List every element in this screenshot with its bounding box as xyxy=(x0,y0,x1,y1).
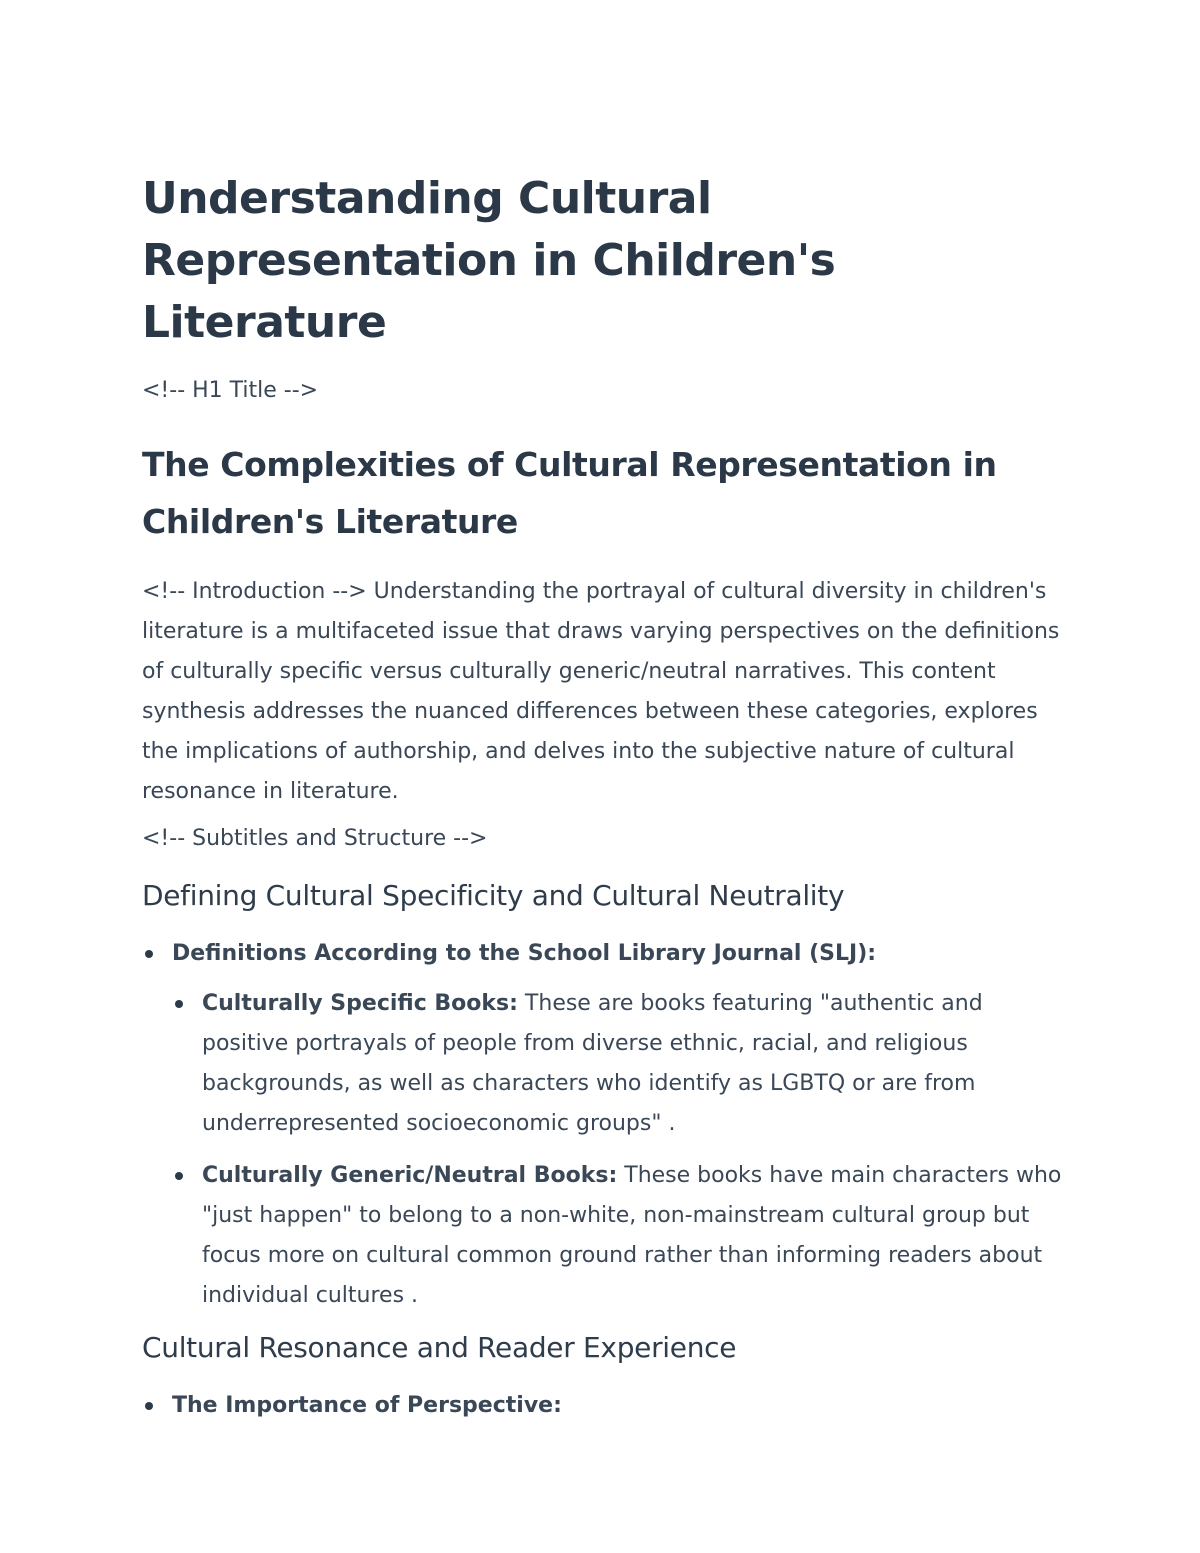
subtitle-heading: The Complexities of Cultural Representation in Children's Literature xyxy=(142,445,997,541)
list-item xyxy=(172,1156,1072,1316)
list-item xyxy=(142,1386,1072,1426)
definitions-sublist xyxy=(172,984,1072,1316)
intro-comment: <!-- Introduction --> xyxy=(142,579,367,604)
list-item xyxy=(142,934,1072,1316)
list-item-label: The Importance of Perspective: xyxy=(172,1393,562,1418)
list-item-label: Culturally Generic/Neutral Books: xyxy=(202,1163,618,1188)
page-title: Understanding Cultural Representation in Children's Literature xyxy=(142,173,836,348)
list-item xyxy=(172,984,1072,1144)
h1-comment: <!-- H1 Title --> xyxy=(142,378,319,403)
list-item-label: Definitions According to the School Library Journal (SLJ): xyxy=(172,941,877,966)
list-item-text: These books have main characters who "just happen" to belong to a non-white, non-mainstream cultural group but focus more on cultural common ground rather than informing readers about individual cultures . xyxy=(202,1163,1062,1308)
section-heading-definitions: Defining Cultural Specificity and Cultural Neutrality xyxy=(142,879,845,912)
subtitles-comment: <!-- Subtitles and Structure --> xyxy=(142,826,488,851)
intro-paragraph xyxy=(142,572,1072,812)
intro-text: Understanding the portrayal of cultural diversity in children's literature is a multifaceted issue that draws varying perspectives on the definitions of culturally specific versus culturally generic/neutral narratives. This content synthesis addresses the nuanced differences between these categories, explores the implications of authorship, and delves into the subjective nature of cultural resonance in literature. xyxy=(142,579,1060,804)
resonance-list xyxy=(142,1386,1072,1426)
list-item-label: Culturally Specific Books: xyxy=(202,991,518,1016)
document-page xyxy=(142,168,1072,1426)
definitions-list xyxy=(142,934,1072,1316)
section-heading-resonance: Cultural Resonance and Reader Experience xyxy=(142,1331,737,1364)
list-item-text: These are books featuring "authentic and positive portrayals of people from diverse ethnic, racial, and religious backgrounds, as well as characters who identify as LGBTQ or are from underrepresented socioeconomic groups" . xyxy=(202,991,983,1136)
